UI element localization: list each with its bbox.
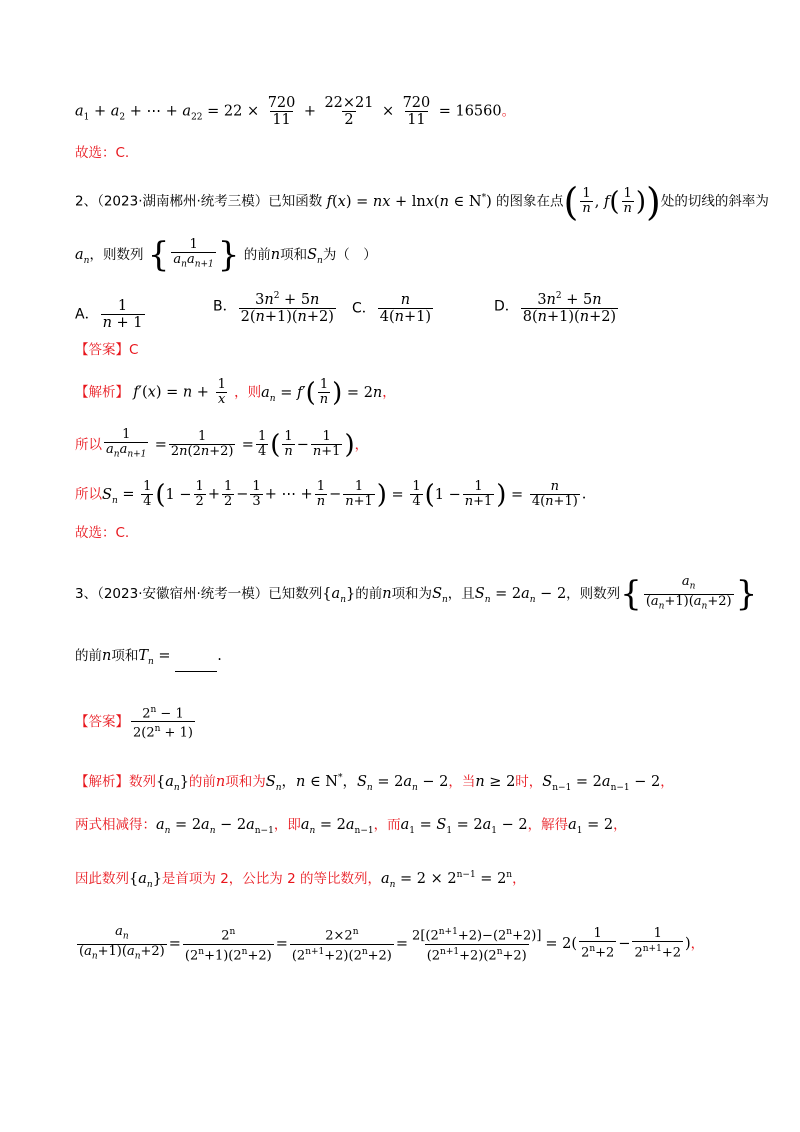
choice-line-2: 故选：C. [75,525,130,541]
q3-stem-line1: 3、（2023·安徽宿州·统考一模）已知数列$\{a_n\}$的前n项和为$S_n$，且$S_n = 2a_n - 2$，则数列{ $\frac{a_n}{(a_n+1)(a_n+2)}$ } [75,574,758,615]
q2-stem-line1: 2、（2023·湖南郴州·统考三模）已知函数 f(x) = nx + lnx(n ∈ N*) 的图象在点( $\frac{1}{n}$ , f( $\frac{1}{n}$ ))处的切线的斜率为 [75,179,769,224]
q3-analysis-line2: 两式相减得：$a_n = 2a_n - 2a_{n-1}$，即$a_n = 2a_{n-1}$，而$a_1 = S_1 = 2a_1 - 2$，解得$a_1 = 2$， [75,817,627,836]
q3-analysis-line4: $\frac{a_n}{(a_n+1)(a_n+2)}$ = $\frac{2^n}{(2^n+1)(2^n+2)}$ = $\frac{2\times 2^n}{(2^{n+1}+2)(2^n+2)}$ = $\frac{2[(2^{n+1}+2)-(2^n+2)]}{(2^{n+1}+2)(2^n+2)}$ = 2( $\frac{1}{2^n+2}$ − $\frac{1}{2^{n+1}+2}$ )， [79,924,705,963]
q2-analysis-line3: 所以$S_n$ = $\frac{1}{4}$ (1 − $\frac{1}{2}$ + $\frac{1}{2}$ − $\frac{1}{3}$ + ⋯ + $\frac{1}{n}$ − $\frac{1}{n+1}$ ) = $\frac{1}{4}$ (1 − $\frac{1}{n+1}$ ) = $\frac{n}{4(n+1)}$ . [75,479,587,510]
period: 。 [501,103,516,120]
q2-option-d: D． $\frac{3n^2 + 5n}{8(n+1)(n+2)}$ [494,291,617,325]
q3-source: （2023·安徽宿州·统考一模） [97,586,269,603]
q3-number: 3、 [75,586,98,603]
q2-source: （2023·湖南郴州·统考三模） [97,193,269,210]
choice-line-1: 故选：C. [75,145,130,161]
q2-option-b: B． $\frac{3n^2 + 5n}{2(n+1)(n+2)}$ [213,291,334,325]
q2-option-c: C． $\frac{n}{4(n+1)}$ [352,292,432,325]
q2-stem-line2: $a_n$，则数列 { $\frac{1}{a_na_{n+1}}$ } 的前n项和$S_n$为（ ） [75,234,377,275]
q3-analysis-line3: 因此数列$\{a_n\}$是首项为 2，公比为 2 的等比数列，$a_n = 2 \times 2^{n-1} = 2^n$， [75,870,526,890]
q2-analysis-line1: 【解析】 f′(x) = n + $\frac{1}{x}$ ，则$a_n = f'$( $\frac{1}{n}$ ) = 2n， [75,377,396,408]
q2-analysis-line2: 所以 $\frac{1}{a_na_{n+1}}$ = $\frac{1}{2n(2n+2)}$ = $\frac{1}{4}$ ( $\frac{1}{n}$ − $\frac{1}{n+1}$ )， [75,427,369,460]
q3-answer: 【答案】 $\frac{2^n - 1}{2(2^n + 1)}$ [75,705,193,741]
q2-answer: 【答案】C [75,342,139,358]
q3-analysis-line1: 【解析】数列$\{a_n\}$的前n项和为$S_n$，n ∈ N*，$S_n = 2a_n - 2$，当n ≥ 2时，$S_{n-1} = 2a_{n-1} - 2$， [75,773,674,793]
q2-number: 2、 [75,193,98,210]
q2-option-a: A． $\frac{1}{n + 1}$ [75,298,143,331]
answer-blank[interactable] [175,658,217,672]
sum-equation-line: $a_1 + a_2$ + ⋯ + $a_{22} = 22$ × $\frac{720}{11}$ + $\frac{22\times 21}{2}$ × $\frac{720}{11}$ = 16560。 [75,95,516,128]
q3-stem-line2: 的前n项和$T_n$ = . [75,646,730,672]
